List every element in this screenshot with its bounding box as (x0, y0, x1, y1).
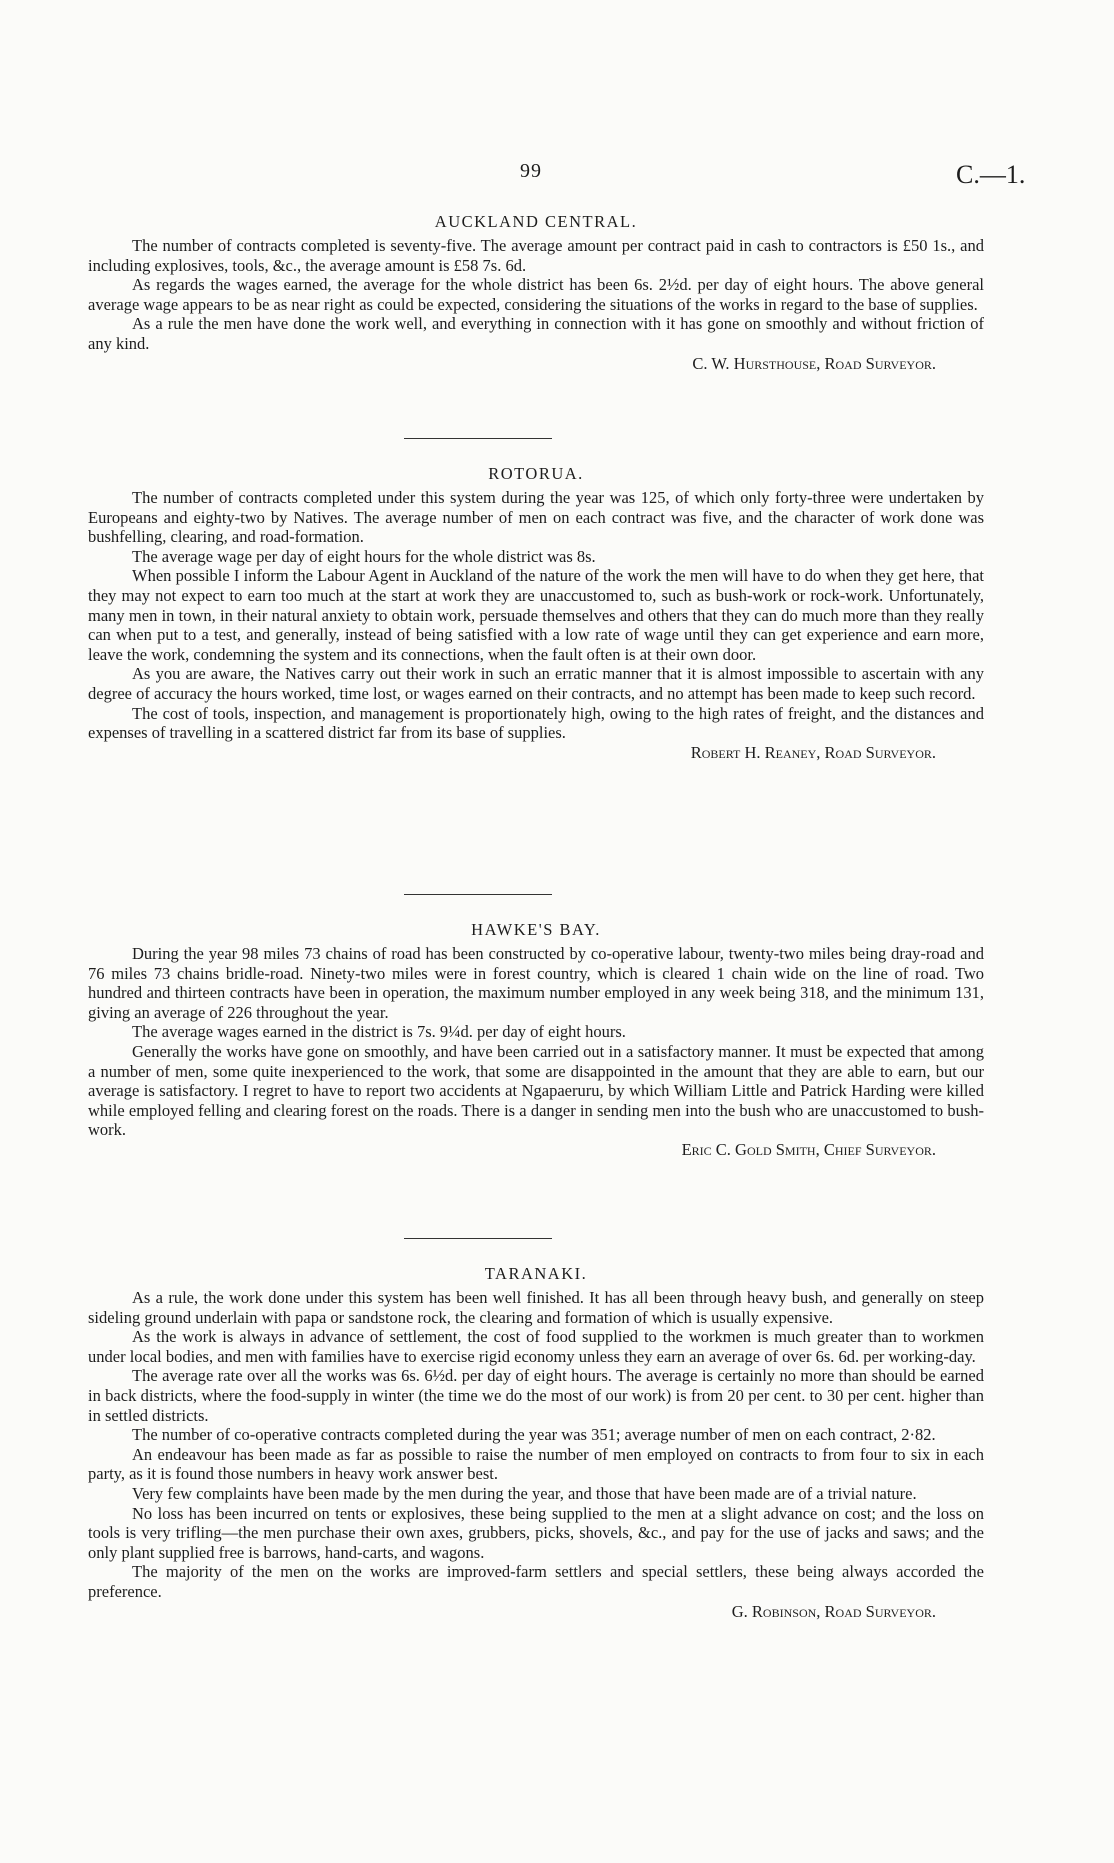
signature-text: G. Robinson, Road Surveyor. (731, 1601, 936, 1621)
signature (88, 743, 984, 763)
paragraph: An endeavour has been made as far as possible to raise the number of men employed on contracts to from four to six in each party, as it is found those numbers in heavy work answer best. (88, 1444, 984, 1484)
section-divider (404, 1238, 552, 1239)
signature (88, 1140, 984, 1160)
paragraph: The number of co-operative contracts completed during the year was 351; average number of men on each contract, 2·82. (132, 1425, 936, 1445)
paragraph: As a rule, the work done under this system has been well finished. It has all been through heavy bush, and generally on steep sideling ground underlain with papa or sandstone rock, the clearing and formation of which is usually expensive. (88, 1288, 984, 1327)
section-hawkes-bay (88, 920, 984, 1160)
signature (88, 1602, 984, 1622)
paragraph: As you are aware, the Natives carry out their work in such an erratic manner that it is almost impossible to ascertain with any degree of accuracy the hours worked, time lost, or wages earned on their contracts, and no attempt has been made to keep such record. (88, 664, 984, 703)
section-title: TARANAKI. (484, 1264, 588, 1283)
paragraph: As a rule the men have done the work well, and everything in connection with it has gone on smoothly and without friction of any kind. (88, 314, 984, 353)
paragraph: The cost of tools, inspection, and management is proportionately high, owing to the high rates of freight, and the distances and expenses of travelling in a scattered district far from its base of supplies. (88, 703, 984, 743)
paragraph: As regards the wages earned, the average for the whole district has been 6s. 2½d. per day of eight hours. The above general average wage appears to be as near right as could be expected, considering the situations of the works in regard to the base of supplies. (88, 275, 984, 314)
section-taranaki (88, 1264, 984, 1621)
section-title: AUCKLAND CENTRAL. (434, 212, 638, 231)
page-number: 99 (520, 160, 542, 182)
section-divider (404, 438, 552, 439)
paragraph: No loss has been incurred on tents or explosives, these being supplied to the men at a slight advance on cost; and the loss on tools is very trifling—the men purchase their own axes, grubbers, picks, shovels, &c., and pay for the use of jacks and saws; and the only plant supplied free is barrows, hand-carts, and wagons. (88, 1503, 984, 1562)
section-title: HAWKE'S BAY. (471, 920, 601, 939)
document-reference: C.—1. (956, 160, 1026, 189)
paragraph: The majority of the men on the works are improved-farm settlers and special settlers, these being always accorded the preference. (88, 1562, 984, 1601)
signature-text: Robert H. Reaney, Road Surveyor. (690, 742, 936, 762)
paragraph: The average wages earned in the district is 7s. 9¼d. per day of eight hours. (132, 1022, 626, 1042)
section-auckland-central (88, 212, 984, 373)
paragraph: The number of contracts completed under this system during the year was 125, of which only forty-three were undertaken by Europeans and eighty-two by Natives. The average number of men on each contract was five, and the character of work done was bushfelling, clearing, and road-formation. (88, 488, 984, 547)
signature (88, 354, 984, 374)
paragraph: The average rate over all the works was 6s. 6½d. per day of eight hours. The average is certainly no more than should be earned in back districts, where the food-supply in winter (the time we do the most of our work) is from 20 per cent. to 30 per cent. higher than in settled districts. (88, 1366, 984, 1425)
signature-text: Eric C. Gold Smith, Chief Surveyor. (681, 1139, 936, 1159)
paragraph: Generally the works have gone on smoothly, and have been carried out in a satisfactory manner. It must be expected that among a number of men, some quite inexperienced to the work, that some are disappointed in the amount that they are able to earn, but our average is satisfactory. I regret to have to report two accidents at Ngapaeruru, by which William Little and Patrick Harding were killed while employed felling and clearing forest on the roads. There is a danger in sending men into the bush who are unaccustomed to bush-work. (88, 1041, 984, 1140)
section-rotorua (88, 464, 984, 762)
section-title: ROTORUA. (488, 464, 584, 483)
paragraph: Very few complaints have been made by the men during the year, and those that have been made are of a trivial nature. (132, 1483, 917, 1503)
paragraph: As the work is always in advance of settlement, the cost of food supplied to the workmen is much greater than to workmen under local bodies, and men with families have to exercise rigid economy unless they earn an average of over 6s. 6d. per working-day. (88, 1327, 984, 1366)
paragraph: The number of contracts completed is seventy-five. The average amount per contract paid in cash to contractors is £50 1s., and including explosives, tools, &c., the average amount is £58 7s. 6d. (88, 236, 984, 275)
paragraph: During the year 98 miles 73 chains of road has been constructed by co-operative labour, twenty-two miles being dray-road and 76 miles 73 chains bridle-road. Ninety-two miles were in forest country, which is cleared 1 chain wide on the line of road. Two hundred and thirteen contracts have been in operation, the maximum number employed in any week being 318, and the minimum 131, giving an average of 226 throughout the year. (88, 944, 984, 1022)
signature-text: C. W. Hursthouse, Road Surveyor. (692, 353, 936, 373)
paragraph: When possible I inform the Labour Agent in Auckland of the nature of the work the men will have to do when they get here, that they may not expect to earn too much at the start at work they are unaccustomed to, such as bush-work or rock-work. Unfortunately, many men in town, in their natural anxiety to obtain work, persuade themselves and others that they can do much more than they really can when put to a test, and generally, instead of being satisfied with a low rate of wage until they can get experience and earn more, leave the work, condemning the system and its connections, when the fault often is at their own door. (88, 566, 984, 664)
section-divider (404, 894, 552, 895)
paragraph: The average wage per day of eight hours for the whole district was 8s. (132, 546, 596, 566)
